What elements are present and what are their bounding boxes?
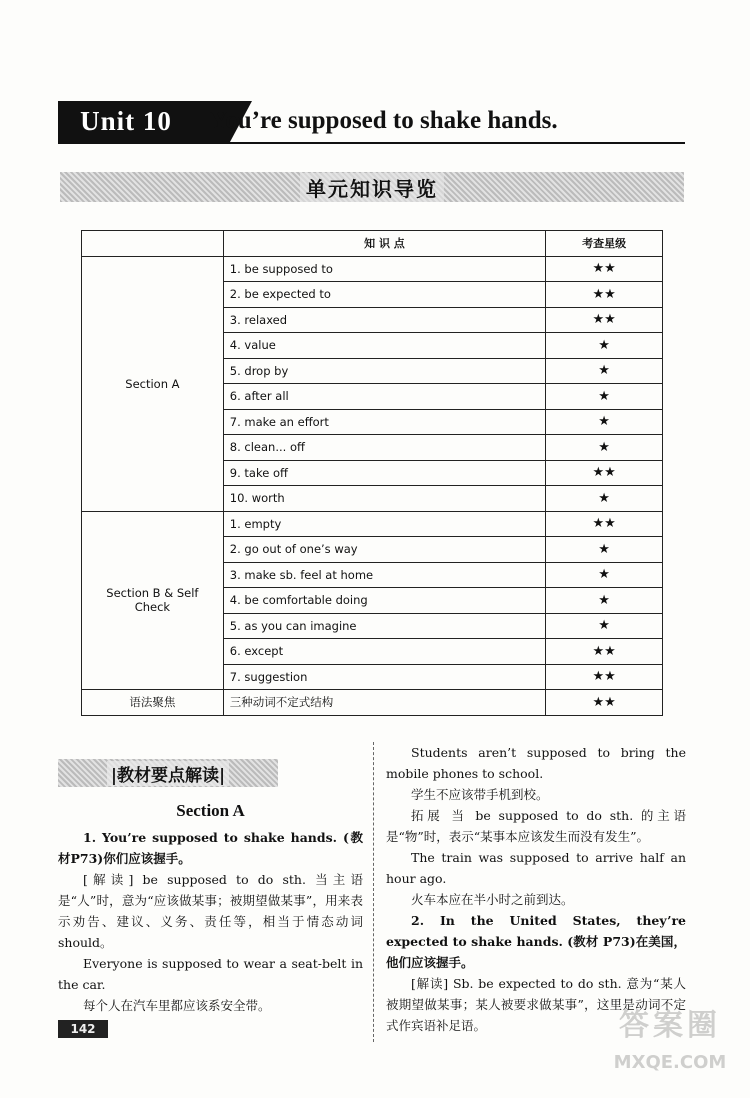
header-level: 考查星级 — [546, 231, 663, 257]
star-rating: ★★ — [546, 460, 663, 486]
star-rating: ★ — [546, 384, 663, 410]
point-2-explanation: [解读] Sb. be expected to do sth. 意为“某人被期望做某事；某人被要求做某事”，这里是动词不定式作宾语补足语。 — [386, 976, 686, 1033]
star-rating: ★★ — [546, 664, 663, 690]
star-rating: ★ — [546, 486, 663, 512]
knowledge-point: 5. drop by — [223, 358, 545, 384]
table-row — [82, 690, 663, 716]
example-sentence-3: The train was supposed to arrive half an hour ago. — [386, 850, 686, 886]
knowledge-point: 3. make sb. feel at home — [223, 562, 545, 588]
table-row — [82, 511, 663, 537]
unit-header — [58, 101, 685, 144]
unit-label: Unit 10 — [58, 101, 194, 142]
knowledge-table — [81, 230, 663, 716]
knowledge-point: 2. be expected to — [223, 282, 545, 308]
point-1-explanation: [解读] be supposed to do sth. 当主语是“人”时，意为“应该做某事；被期望做某事”，用来表示劝告、建议、义务、责任等，相当于情态动词 should。 — [58, 872, 363, 950]
knowledge-point: 6. except — [223, 639, 545, 665]
header-rule — [58, 142, 685, 144]
knowledge-point: 1. be supposed to — [223, 256, 545, 282]
knowledge-point: 10. worth — [223, 486, 545, 512]
watermark-logo: 答案圈 — [619, 1008, 721, 1043]
knowledge-point: 7. suggestion — [223, 664, 545, 690]
left-column — [58, 742, 363, 1016]
unit-title: You’re supposed to shake hands. — [210, 107, 558, 134]
example-sentence-2: Students aren’t supposed to bring the mobile phones to school. — [386, 745, 686, 781]
right-column — [386, 742, 686, 1036]
textbook-points-title: |教材要点解读| — [107, 761, 229, 786]
column-divider — [373, 742, 375, 1042]
star-rating: ★ — [546, 435, 663, 461]
star-rating: ★★ — [546, 256, 663, 282]
watermark — [600, 1000, 740, 1092]
header-blank — [82, 231, 224, 257]
knowledge-point: 1. empty — [223, 511, 545, 537]
example-translation: 每个人在汽车里都应该系安全带。 — [83, 998, 271, 1013]
header-points: 知 识 点 — [223, 231, 545, 257]
knowledge-point: 三种动词不定式结构 — [223, 690, 545, 716]
star-rating: ★ — [546, 333, 663, 359]
star-rating: ★ — [546, 358, 663, 384]
star-rating: ★★ — [546, 307, 663, 333]
knowledge-point: 7. make an effort — [223, 409, 545, 435]
watermark-url: MXQE.COM — [613, 1052, 727, 1073]
page-number: 142 — [58, 1020, 108, 1038]
point-2: 2. In the United States, they’re expected to shake hands. (教材 P73)在美国，他们应该握手。 — [386, 913, 686, 970]
section-label: 语法聚焦 — [82, 690, 224, 716]
knowledge-point: 6. after all — [223, 384, 545, 410]
star-rating: ★★ — [546, 282, 663, 308]
section-label: Section B & Self Check — [82, 511, 224, 690]
table-row — [82, 256, 663, 282]
star-rating: ★ — [546, 588, 663, 614]
star-rating: ★ — [546, 562, 663, 588]
star-rating: ★★ — [546, 690, 663, 716]
example-sentence: Everyone is supposed to wear a seat-belt in the car. — [58, 956, 363, 992]
example-translation-3: 火车本应在半小时之前到达。 — [411, 892, 574, 907]
knowledge-point: 2. go out of one’s way — [223, 537, 545, 563]
knowledge-point: 8. clean... off — [223, 435, 545, 461]
knowledge-point: 4. be comfortable doing — [223, 588, 545, 614]
example-translation-2: 学生不应该带手机到校。 — [411, 787, 549, 802]
banner-title: 单元知识导览 — [300, 173, 444, 202]
textbook-points-banner — [58, 759, 278, 787]
knowledge-point: 4. value — [223, 333, 545, 359]
section-label: Section A — [82, 256, 224, 511]
knowledge-point: 5. as you can imagine — [223, 613, 545, 639]
star-rating: ★ — [546, 409, 663, 435]
knowledge-point: 3. relaxed — [223, 307, 545, 333]
point-1: 1. You’re supposed to shake hands. (教材P73)你们应该握手。 — [58, 830, 363, 866]
star-rating: ★ — [546, 613, 663, 639]
star-rating: ★★ — [546, 639, 663, 665]
star-rating: ★ — [546, 537, 663, 563]
extension-note: 拓展 当 be supposed to do sth. 的主语是“物”时，表示“某事本应该发生而没有发生”。 — [386, 808, 686, 844]
knowledge-point: 9. take off — [223, 460, 545, 486]
knowledge-overview-banner — [60, 172, 684, 202]
table-header-row — [82, 231, 663, 257]
star-rating: ★★ — [546, 511, 663, 537]
section-a-heading: Section A — [176, 801, 245, 820]
